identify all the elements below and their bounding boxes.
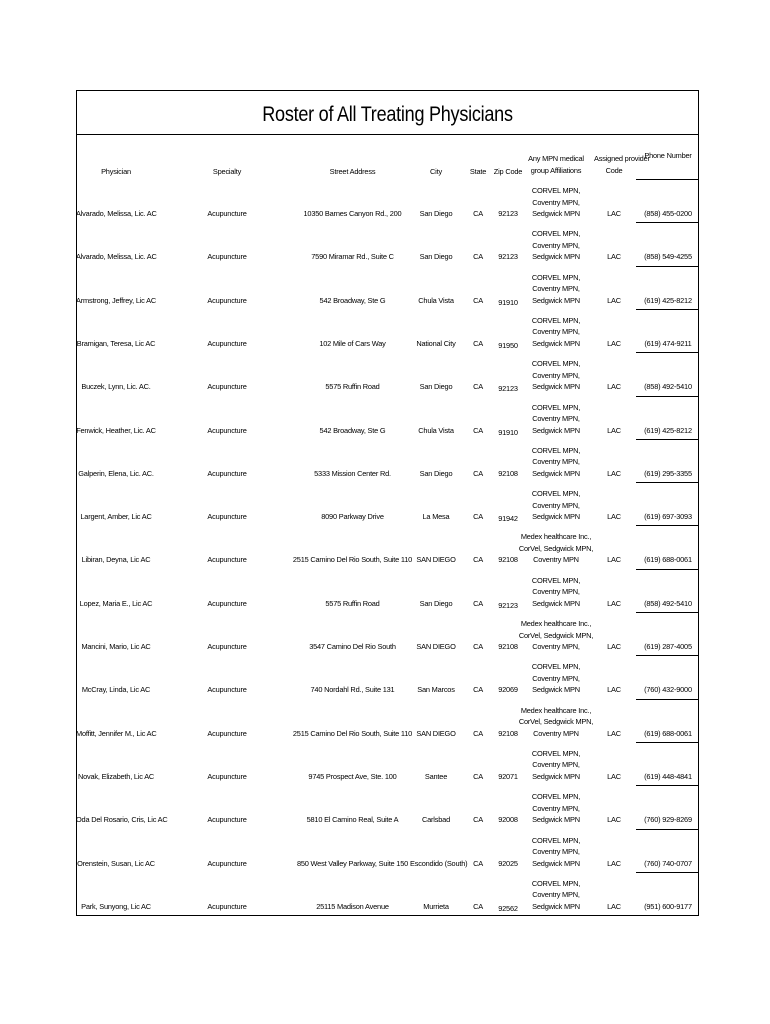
header-affiliations-line1: Any MPN medical [528,154,584,163]
cell-physician: Largent, Amber, Lic AC [80,512,152,522]
cell-phone-number: (760) 432-9000 [644,685,692,695]
affiliation-line: Coventry MPN [533,555,579,565]
affiliation-line: Medex healthcare Inc., [520,705,592,715]
cell-phone-number: (951) 600-9177 [644,901,692,911]
cell-affiliations [518,748,594,783]
cell-affiliations [518,618,594,653]
cell-specialty: Acupuncture [207,252,247,262]
affiliation-line: Coventry MPN [533,728,579,738]
cell-state: CA [473,858,483,868]
header-street-address: Street Address [329,167,376,176]
affiliation-line: Sedgwick MPN [532,295,580,305]
cell-zip-code: 91910 [498,427,518,437]
header-zip-code: Zip Code [493,167,523,176]
cell-city: San Diego [419,209,453,218]
affiliation-line: CORVEL MPN, [531,315,581,325]
affiliation-line: CORVEL MPN, [531,878,581,888]
cell-zip-code: 91950 [498,340,518,350]
cell-physician: Oda Del Rosario, Cris, Lic AC [76,815,168,825]
cell-provider-code: LAC [607,815,621,825]
cell-state: CA [473,642,483,651]
cell-provider-code: LAC [607,468,621,478]
cell-state: CA [473,685,483,695]
affiliation-line: Sedgwick MPN [532,771,580,781]
cell-state: CA [473,295,483,305]
row-divider [636,309,699,310]
cell-provider-code: LAC [607,858,621,868]
affiliation-line: Sedgwick MPN [532,512,580,522]
affiliation-line: Coventry MPN, [532,890,580,900]
cell-street-address: 5333 Mission Center Rd. [314,468,391,478]
cell-city: San Diego [419,468,453,478]
cell-provider-code: LAC [607,209,621,218]
affiliation-line: Coventry MPN, [532,284,580,294]
cell-provider-code: LAC [607,771,621,781]
cell-zip-code: 92069 [498,685,518,695]
row-divider [636,742,699,743]
cell-affiliations [518,531,594,566]
cell-state: CA [473,209,483,218]
cell-city: Santee [424,771,448,781]
cell-affiliations [518,705,594,740]
cell-state: CA [473,598,483,608]
row-divider [636,266,699,267]
cell-affiliations [518,185,594,220]
cell-city: Murrieta [423,901,449,911]
cell-city: San Marcos [417,685,455,695]
row-divider [636,872,699,873]
cell-city: Chula Vista [418,295,454,305]
cell-state: CA [473,252,483,262]
affiliation-line: CORVEL MPN, [531,229,581,239]
cell-phone-number: (858) 455-0200 [644,209,692,218]
cell-physician: Alvarado, Melissa, Lic. AC [76,209,157,218]
header-physician: Physician [101,167,131,176]
cell-physician: Fenwick, Heather, Lic. AC [76,425,156,435]
cell-affiliations [518,358,594,393]
cell-city: SAN DIEGO [416,728,456,738]
cell-physician: Park, Sunyong, Lic AC [81,901,151,911]
page-title: Roster of All Treating Physicians [262,103,513,126]
cell-affiliations [518,402,594,437]
cell-phone-number: (619) 295-3355 [644,468,692,478]
cell-specialty: Acupuncture [207,728,247,738]
cell-specialty: Acupuncture [207,425,247,435]
cell-state: CA [473,338,483,348]
affiliation-line: Sedgwick MPN [532,598,580,608]
cell-street-address: 542 Broadway, Ste G [319,295,386,305]
cell-state: CA [473,468,483,478]
affiliation-line: Sedgwick MPN [532,901,580,911]
cell-zip-code: 91910 [498,297,518,307]
cell-affiliations [518,272,594,307]
cell-phone-number: (858) 492-5410 [644,598,692,608]
affiliation-line: CorVel, Sedgwick MPN, [518,630,594,640]
cell-specialty: Acupuncture [207,901,247,911]
cell-city: National City [416,338,456,348]
row-divider [636,396,699,397]
affiliation-line: Coventry MPN, [532,642,580,651]
cell-affiliations [518,661,594,696]
cell-provider-code: LAC [607,901,621,911]
affiliation-line: Coventry MPN, [532,803,580,813]
cell-specialty: Acupuncture [207,685,247,695]
row-divider [636,569,699,570]
affiliation-line: Coventry MPN, [532,370,580,380]
affiliation-line: Sedgwick MPN [532,252,580,262]
cell-city: Carlsbad [422,815,450,825]
row-divider [636,785,699,786]
header-provider-code-line2: Code [605,166,623,175]
cell-street-address: 5575 Ruffin Road [325,382,380,392]
cell-state: CA [473,382,483,392]
cell-provider-code: LAC [607,425,621,435]
row-divider [636,829,699,830]
cell-city: Chula Vista [418,425,454,435]
cell-phone-number: (619) 688-0061 [644,555,692,565]
cell-street-address: 9745 Prospect Ave, Ste. 100 [308,771,397,781]
cell-physician: Armstrong, Jeffrey, Lic AC [76,295,156,305]
cell-physician: Novak, Elizabeth, Lic AC [77,771,155,781]
cell-zip-code: 92108 [498,555,518,565]
affiliation-line: Coventry MPN, [532,760,580,770]
cell-specialty: Acupuncture [207,815,247,825]
cell-street-address: 850 West Valley Parkway, Suite 150 [296,858,409,868]
cell-affiliations [518,835,594,870]
title-row [76,90,699,135]
affiliation-line: Coventry MPN, [532,847,580,856]
cell-phone-number: (858) 549-4255 [644,252,692,262]
cell-zip-code: 92108 [498,642,518,651]
cell-street-address: 542 Broadway, Ste G [319,425,386,435]
cell-city: San Diego [419,598,453,608]
cell-city: La Mesa [422,512,450,522]
cell-physician: Buczek, Lynn, Lic. AC. [81,382,151,392]
cell-phone-number: (619) 448-4841 [644,771,692,781]
cell-city: Escondido (South) [410,858,468,868]
cell-specialty: Acupuncture [207,598,247,608]
row-divider [636,352,699,353]
cell-specialty: Acupuncture [207,512,247,522]
cell-affiliations [518,878,594,913]
cell-zip-code: 92108 [498,468,518,478]
header-provider-code [594,153,650,177]
header-affiliations-line2: group Affiliations [530,165,582,175]
cell-state: CA [473,728,483,738]
cell-state: CA [473,512,483,522]
cell-affiliations [518,575,594,610]
affiliation-line: Sedgwick MPN [532,858,580,868]
cell-physician: Moffitt, Jennifer M., Lic AC [76,728,157,738]
cell-zip-code: 92123 [498,252,518,262]
cell-specialty: Acupuncture [207,858,247,868]
affiliation-line: Medex healthcare Inc., [520,619,592,628]
affiliation-line: CORVEL MPN, [531,489,581,499]
cell-street-address: 2515 Camino Del Rio South, Suite 110 [292,555,413,565]
row-divider [636,179,699,180]
affiliation-line: CORVEL MPN, [531,792,581,802]
cell-street-address: 25115 Madison Avenue [316,901,389,911]
cell-phone-number: (619) 425-8212 [644,425,692,435]
cell-city: SAN DIEGO [416,642,456,651]
cell-zip-code: 92123 [498,600,518,610]
cell-provider-code: LAC [607,642,621,651]
affiliation-line: Sedgwick MPN [532,685,580,695]
cell-zip-code: 92025 [498,858,518,868]
cell-specialty: Acupuncture [207,468,247,478]
cell-specialty: Acupuncture [207,771,247,781]
row-divider [636,482,699,483]
cell-provider-code: LAC [607,252,621,262]
header-specialty: Specialty [212,167,242,176]
affiliation-line: Coventry MPN, [532,414,580,423]
cell-specialty: Acupuncture [207,555,247,565]
cell-city: SAN DIEGO [416,555,456,565]
affiliation-line: CORVEL MPN, [531,402,581,412]
affiliation-line: CORVEL MPN, [531,359,581,369]
cell-provider-code: LAC [607,512,621,522]
cell-affiliations [518,228,594,263]
cell-provider-code: LAC [607,382,621,392]
cell-phone-number: (858) 492-5410 [644,382,692,392]
cell-physician: Alvarado, Melissa, Lic. AC [76,252,157,262]
cell-specialty: Acupuncture [207,382,247,392]
cell-city: San Diego [419,252,453,262]
cell-state: CA [473,901,483,911]
row-divider [636,699,699,700]
cell-state: CA [473,425,483,435]
affiliation-line: CORVEL MPN, [531,748,581,758]
cell-physician: McCray, Linda, Lic AC [81,685,151,695]
cell-street-address: 5810 El Camino Real, Suite A [306,815,399,825]
cell-street-address: 740 Nordahl Rd., Suite 131 [310,685,395,695]
cell-provider-code: LAC [607,728,621,738]
header-city: City [430,167,442,176]
affiliation-line: Coventry MPN, [532,500,580,510]
affiliation-line: Coventry MPN, [532,240,580,250]
cell-zip-code: 91942 [498,514,518,524]
affiliation-line: Sedgwick MPN [532,338,580,348]
row-divider [636,655,699,656]
cell-zip-code: 92108 [498,728,518,738]
affiliation-line: Sedgwick MPN [532,815,580,825]
cell-affiliations [518,445,594,480]
header-phone-number: Phone Number [644,151,692,160]
cell-street-address: 5575 Ruffin Road [325,598,380,608]
cell-provider-code: LAC [607,338,621,348]
cell-phone-number: (760) 740-0707 [644,858,692,868]
cell-provider-code: LAC [607,685,621,695]
cell-zip-code: 92008 [498,815,518,825]
affiliation-line: Sedgwick MPN [532,425,580,435]
cell-state: CA [473,555,483,565]
cell-specialty: Acupuncture [207,295,247,305]
cell-affiliations [518,488,594,523]
affiliation-line: CORVEL MPN, [531,575,581,585]
affiliation-line: Sedgwick MPN [532,209,580,218]
cell-affiliations [518,315,594,350]
header-affiliations [518,153,594,176]
cell-state: CA [473,771,483,781]
cell-physician: Galperin, Elena, Lic. AC. [78,468,154,478]
cell-street-address: 2515 Camino Del Rio South, Suite 110 [292,728,413,738]
cell-provider-code: LAC [607,295,621,305]
cell-phone-number: (760) 929-8269 [644,815,692,825]
affiliation-line: CorVel, Sedgwick MPN, [518,543,594,553]
affiliation-line: CORVEL MPN, [531,835,581,845]
affiliation-line: Coventry MPN, [532,457,580,467]
cell-affiliations [518,791,594,826]
cell-physician: Bramigan, Teresa, Lic AC [76,338,156,348]
cell-zip-code: 92071 [498,771,518,781]
cell-phone-number: (619) 697-3093 [644,512,692,522]
affiliation-line: Sedgwick MPN [532,468,580,478]
cell-street-address: 3547 Camino Del Rio South [309,642,396,651]
cell-city: San Diego [419,382,453,392]
affiliation-line: Coventry MPN, [532,587,580,597]
cell-zip-code: 92562 [498,903,518,913]
cell-specialty: Acupuncture [207,642,247,651]
cell-phone-number: (619) 287-4005 [644,642,692,651]
affiliation-line: CorVel, Sedgwick MPN, [518,717,594,727]
affiliation-line: Sedgwick MPN [532,382,580,392]
cell-street-address: 7590 Miramar Rd., Suite C [311,252,394,262]
row-divider [636,439,699,440]
cell-physician: Mancini, Mario, Lic AC [81,642,151,651]
header-provider-code-line1: Assigned provider [594,154,650,163]
row-divider [636,612,699,613]
affiliation-line: CORVEL MPN, [531,272,581,282]
affiliation-line: CORVEL MPN, [531,445,581,455]
cell-provider-code: LAC [607,555,621,565]
affiliation-line: CORVEL MPN, [531,186,581,195]
header-state: State [469,167,487,176]
cell-specialty: Acupuncture [207,338,247,348]
cell-street-address: 8090 Parkway Drive [321,512,384,522]
cell-state: CA [473,815,483,825]
affiliation-line: Coventry MPN, [532,327,580,337]
cell-street-address: 102 Mile of Cars Way [319,338,386,348]
cell-specialty: Acupuncture [207,209,247,218]
affiliation-line: Medex healthcare Inc., [520,532,592,542]
cell-physician: Libiran, Deyna, Lic AC [81,555,151,565]
cell-street-address: 10350 Barnes Canyon Rd., 200 [303,209,402,218]
cell-physician: Orenstein, Susan, Lic AC [77,858,155,868]
cell-phone-number: (619) 474-9211 [644,338,692,348]
cell-provider-code: LAC [607,598,621,608]
affiliation-line: CORVEL MPN, [531,662,581,672]
cell-zip-code: 92123 [498,209,518,218]
affiliation-line: Coventry MPN, [532,673,580,683]
row-divider [636,222,699,223]
affiliation-line: Coventry MPN, [532,197,580,207]
cell-phone-number: (619) 688-0061 [644,728,692,738]
row-divider [636,525,699,526]
cell-physician: Lopez, Maria E., Lic AC [79,598,153,608]
cell-zip-code: 92123 [498,384,518,394]
cell-phone-number: (619) 425-8212 [644,295,692,305]
